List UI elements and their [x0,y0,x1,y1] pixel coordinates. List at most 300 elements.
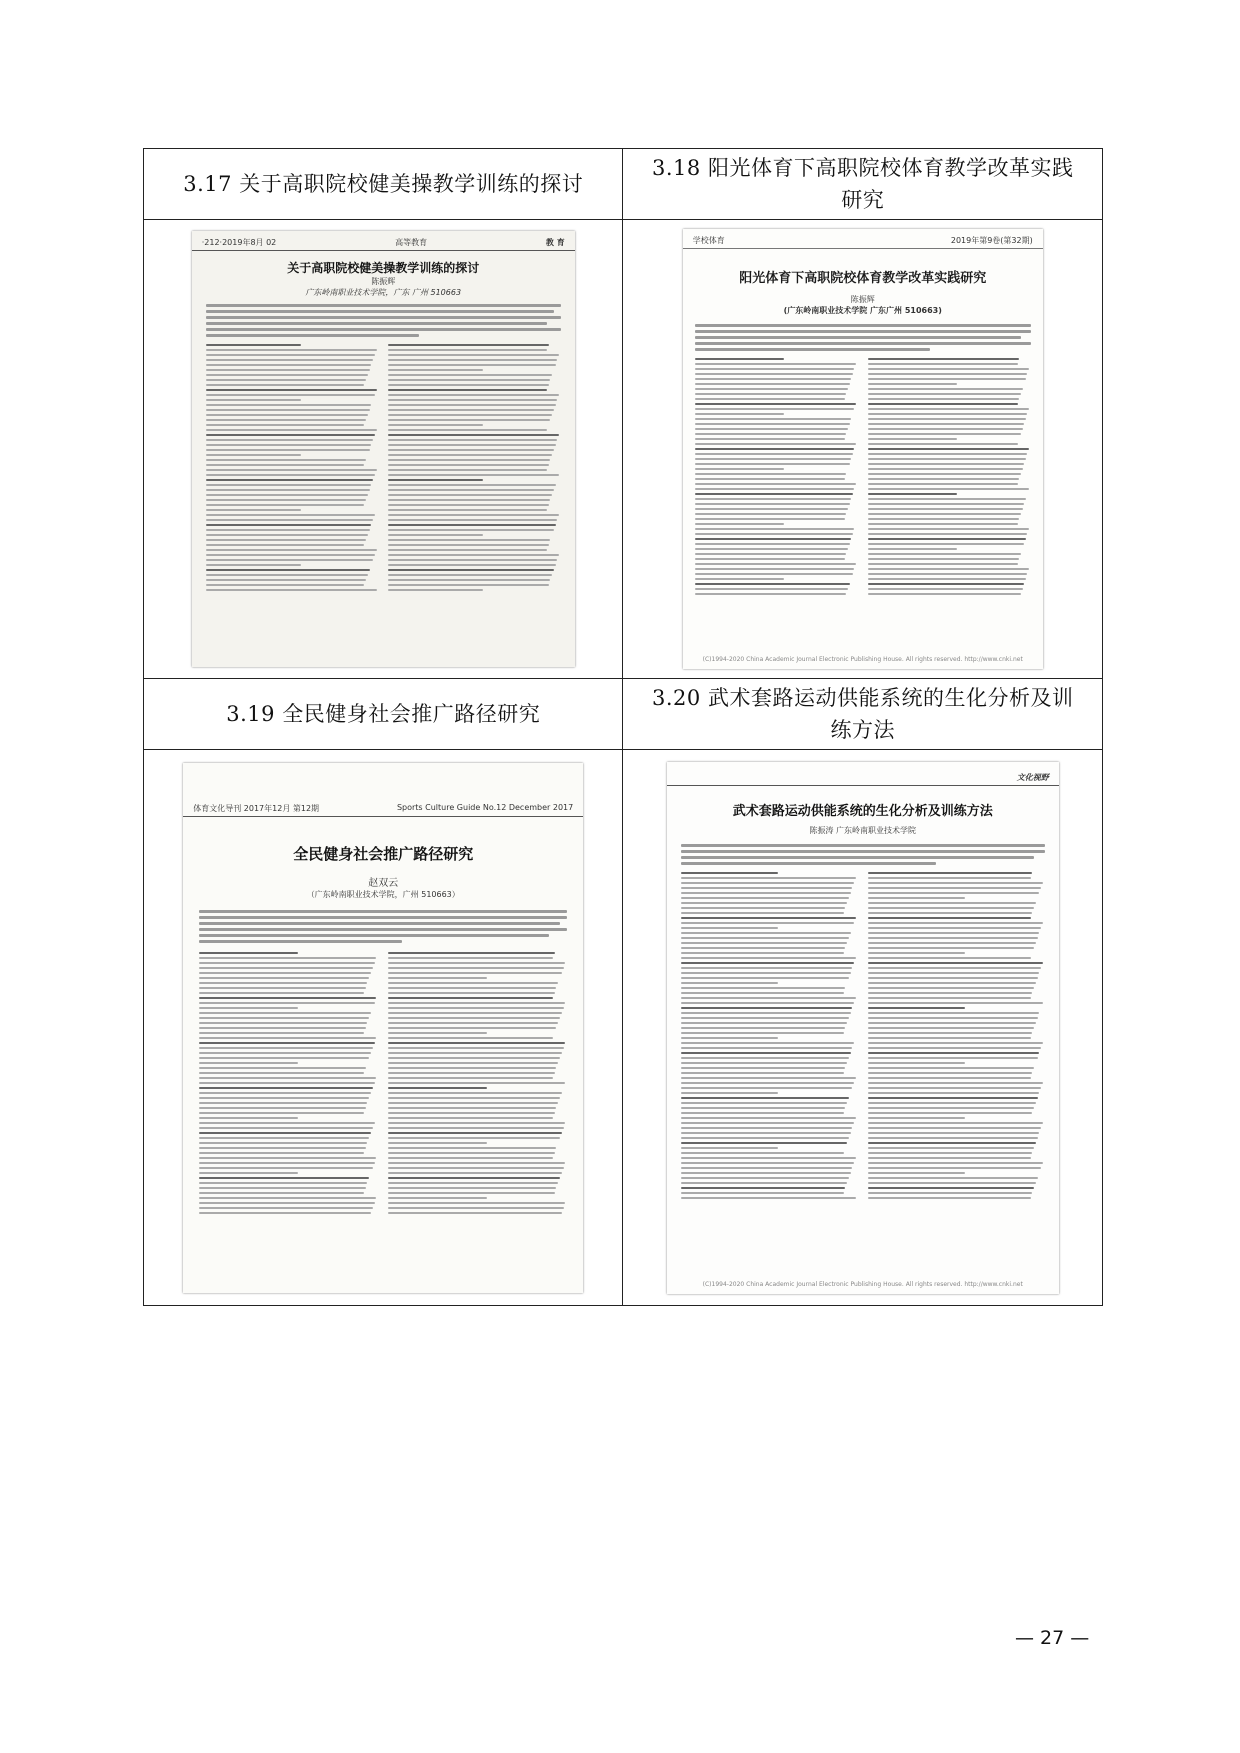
body-text-line [388,1197,486,1199]
body-text-line [388,1002,565,1004]
body-text-line [695,423,850,425]
body-text-line [681,907,846,909]
body-text-line [388,454,552,456]
body-text-line [868,1117,965,1119]
body-text-line [388,962,565,964]
body-text-line [206,519,373,521]
body-text-line [199,1017,369,1019]
body-text-line [868,922,1043,924]
body-text-line [206,359,373,361]
body-text-line [868,578,1026,580]
body-text-line [681,1027,846,1029]
body-text-line [681,1162,854,1164]
body-text-line [388,1022,558,1024]
body-text-line [388,1072,554,1074]
body-text-line [206,589,377,591]
thumbnail-cell-3-18 [623,220,1103,679]
caption-3-19: 3.19 全民健身社会推广路径研究 [144,679,623,750]
caption-3-20: 3.20 武术套路运动供能系统的生化分析及训练方法 [623,679,1103,750]
body-text-line [199,1082,374,1084]
body-text-line [206,444,372,446]
body-text-line [868,932,1040,934]
body-text-line [199,992,364,994]
body-text-line [388,1132,562,1134]
body-text-line [695,533,853,535]
body-text-line [868,952,965,954]
body-text-line [681,1157,856,1159]
body-text-line [695,408,855,410]
body-text-line [388,524,555,526]
body-text-line [695,413,785,415]
body-text-line [695,498,851,500]
body-text-line [388,364,555,366]
body-text-line [868,947,1034,949]
body-text-line [695,393,847,395]
body-text-line [868,463,1024,465]
body-text-line [868,1162,1043,1164]
body-text-line [199,1132,371,1134]
article-scan-3-20: 文化视野 武术套路运动供能系统的生化分析及训练方法 陈振涛 广东岭南职业技术学院 (C)1994-2020 China Academic Journal Electronic Publishing House. All rights reserved. http://www.cnki.net [667,762,1059,1294]
body-text-line [388,424,483,426]
caption-3-18: 3.18 阳光体育下高职院校体育教学改革实践研究 [623,149,1103,220]
body-text-line [388,1142,486,1144]
body-text-line [388,1122,565,1124]
body-text-line [868,478,1020,480]
body-text-line [199,1077,376,1079]
body-text-line [868,1052,1040,1054]
body-text-line [199,1087,373,1089]
body-text-line [868,1102,1036,1104]
body-text-line [199,1202,374,1204]
body-text-line [388,509,547,511]
body-text-line [681,987,846,989]
body-text-line [199,977,369,979]
body-text-line [388,414,552,416]
body-text-line [199,1127,373,1129]
body-text-line [388,1102,558,1104]
body-text-line [388,982,558,984]
body-text-line [199,1037,376,1039]
body-text-line [868,498,1026,500]
body-text-line [199,1177,369,1179]
body-text-line [868,1152,1033,1154]
body-text-line [868,1027,1034,1029]
body-text-line [388,379,550,381]
body-text-line [388,1007,563,1009]
page-footer: (C)1994-2020 China Academic Journal Electronic Publishing House. All rights reserved. http://www.cnki.net [702,1280,1023,1288]
body-text-line [388,444,555,446]
body-text-line [199,1092,371,1094]
body-text-line [388,429,547,431]
body-text-line [681,1192,844,1194]
body-text-line [868,897,965,899]
body-text-line [388,1107,556,1109]
body-text-line [681,977,849,979]
body-text-line [868,473,1021,475]
body-text-line [388,1012,562,1014]
body-text-line [388,419,550,421]
body-text-line [868,1107,1034,1109]
body-text-line [206,479,373,481]
body-text-line [868,1137,1038,1139]
body-text-line [199,1042,374,1044]
body-text-line [868,937,1038,939]
article-title: 武术套路运动供能系统的生化分析及训练方法 [732,803,993,819]
body-text-line [695,573,853,575]
body-text-line [199,1167,373,1169]
body-text-line [199,972,371,974]
article-author: 陈振辉 [850,295,875,304]
body-text-line [388,349,547,351]
body-text-line [695,518,845,520]
body-text-line [695,548,848,550]
body-text-line [388,499,550,501]
body-text-line [388,534,483,536]
body-text-line [388,1092,562,1094]
body-text-line [868,1047,1041,1049]
body-text-line [868,1192,1033,1194]
body-text-line [681,1152,844,1154]
body-text-line [695,578,785,580]
body-text-line [206,559,373,561]
body-text-line [388,967,563,969]
body-text-line [206,554,375,556]
body-text-line [199,1192,364,1194]
body-text-line [388,1202,565,1204]
body-text-line [206,569,370,571]
body-text-line [388,394,559,396]
body-text-line [681,1012,851,1014]
body-text-line [695,503,850,505]
body-text-line [206,374,368,376]
body-text-line [868,1182,1036,1184]
body-text-line [695,358,785,360]
body-text-line [199,1032,364,1034]
body-text-line [388,484,555,486]
body-text-line [868,373,1028,375]
body-text-line [388,574,552,576]
body-text-line [206,469,377,471]
body-text-line [199,1157,376,1159]
body-text-line [388,589,483,591]
body-text-line [695,538,851,540]
body-text-line [695,528,855,530]
body-text-line [695,458,851,460]
body-text-line [206,349,377,351]
body-text-line [199,1107,365,1109]
body-text-line [388,1182,558,1184]
body-text-line [868,1092,1040,1094]
body-text-line [695,523,785,525]
body-text-line [681,1172,851,1174]
body-text-line [199,1047,373,1049]
body-text-line [681,962,854,964]
body-text-line [199,1172,297,1174]
body-text-line [199,1162,374,1164]
body-text-line [681,892,851,894]
body-text-line [681,1072,844,1074]
body-text-line [199,1142,367,1144]
body-text-line [388,479,483,481]
body-text-line [199,1152,364,1154]
body-text-line [199,1207,373,1209]
body-text-line [868,992,1033,994]
body-text-line [695,428,848,430]
body-text-line [388,439,557,441]
body-text-line [695,513,847,515]
body-text-line [388,1157,553,1159]
body-text-line [388,579,550,581]
body-text-line [695,478,845,480]
body-text-line [868,548,958,550]
body-text-line [681,1057,849,1059]
body-text-line [681,947,846,949]
body-text-line [681,1177,849,1179]
body-text-line [695,468,785,470]
body-text-line [388,494,552,496]
body-text-line [206,504,365,506]
body-text-line [206,464,365,466]
body-text-line [388,977,486,979]
body-text-line [388,1207,563,1209]
body-text-line [868,538,1026,540]
body-text-line [868,573,1028,575]
body-text-line [681,882,854,884]
body-text-line [388,549,547,551]
body-text-line [868,418,1026,420]
body-text-line [868,877,1031,879]
body-text-line [868,1172,965,1174]
body-text-line [681,1107,846,1109]
body-text-line [695,388,848,390]
body-text-line [868,1132,1040,1134]
body-text-line [681,1122,854,1124]
body-text-line [868,553,1021,555]
body-text-line [695,373,853,375]
body-text-line [206,429,377,431]
body-text-line [868,523,1018,525]
body-text-line [206,404,372,406]
article-scan-3-17: ·212·2019年8月 02 高等教育 教 育 关于高职院校健美操教学训练的探讨 陈振辉 广东岭南职业技术学院，广东 广州 510663 [192,231,575,667]
body-text-line [388,1187,556,1189]
body-text-line [695,453,853,455]
body-text-line [206,424,365,426]
body-text-line [388,519,557,521]
body-text-line [681,922,854,924]
body-text-line [388,584,548,586]
body-text-line [388,554,559,556]
body-text-line [868,403,1018,405]
body-text-line [695,583,850,585]
body-text-line [388,1097,560,1099]
body-text-line [206,574,368,576]
body-text-line [681,1197,856,1199]
body-text-line [388,1112,554,1114]
body-text-line [388,1192,554,1194]
body-text-line [868,872,1033,874]
body-text-line [681,1007,853,1009]
body-text-line [388,359,557,361]
body-text-line [199,1072,364,1074]
body-text-line [868,378,1026,380]
article-author: 陈振辉 [371,277,396,286]
body-text-line [695,463,850,465]
body-text-line [868,882,1043,884]
body-text-line [868,593,1021,595]
body-text-line [868,982,1036,984]
body-text-line [388,1117,553,1119]
body-text-line [868,1167,1041,1169]
body-text-line [206,529,370,531]
body-text-line [681,1112,844,1114]
body-text-line [206,394,375,396]
body-text-line [681,972,851,974]
body-text-line [206,449,370,451]
body-text-line [695,483,856,485]
body-text-line [206,539,366,541]
body-text-line [681,1167,853,1169]
body-text-line [388,409,554,411]
body-text-line [695,383,850,385]
body-text-line [388,957,553,959]
body-text-line [695,558,845,560]
body-text-line [681,912,844,914]
body-text-line [868,493,958,495]
body-text-line [681,937,849,939]
page-number: — 27 — [1015,1627,1090,1649]
body-text-line [681,1047,853,1049]
body-text-line [388,459,550,461]
article-scan-3-18: 学校体育 2019年第9卷(第32期) 阳光体育下高职院校体育教学改革实践研究 陈振辉 (广东岭南职业技术学院 广东广州 510663) (C)1994-2020 China Academic Journal Electronic Publishing House. All rights reserved. http://www.cnki.net [683,229,1043,669]
body-text-line [681,1082,854,1084]
body-text-line [695,543,850,545]
body-text-line [695,418,851,420]
body-text-line [868,987,1034,989]
body-text-line [681,1022,847,1024]
body-text-line [199,1067,365,1069]
body-text-line [206,564,301,566]
article-affiliation: 广东岭南职业技术学院，广东 广州 510663 [305,288,462,297]
article-title: 全民健身社会推广路径研究 [293,844,474,863]
body-text-line [868,912,1033,914]
body-text-line [681,1037,778,1039]
body-text-line [868,892,1040,894]
body-text-line [199,967,373,969]
body-text-line [388,1052,562,1054]
body-text-line [695,563,856,565]
body-text-line [388,369,483,371]
body-text-line [206,474,375,476]
body-text-line [868,1057,1038,1059]
body-text-line [868,962,1043,964]
body-text-line [199,987,365,989]
article-author: 赵双云 [368,877,399,889]
body-text-line [206,344,301,346]
body-text-line [868,887,1041,889]
body-text-line [868,563,1018,565]
body-text-line [681,1042,854,1044]
body-text-line [868,1042,1043,1044]
body-text-line [199,1057,369,1059]
body-text-line [199,962,374,964]
body-text-line [681,877,856,879]
body-text-line [868,368,1029,370]
body-text-line [206,354,375,356]
body-text-line [868,448,1029,450]
body-text-line [868,1147,1034,1149]
body-text-line [681,942,847,944]
body-text-line [868,443,1018,445]
body-text-line [868,458,1026,460]
body-text-line [681,1077,856,1079]
body-text-line [388,1167,563,1169]
body-text-line [199,1052,371,1054]
body-text-line [695,588,848,590]
body-text-line [681,927,778,929]
body-text-line [868,423,1024,425]
article-title: 阳光体育下高职院校体育教学改革实践研究 [739,271,987,286]
body-text-line [206,544,365,546]
body-text-line [868,528,1029,530]
body-text-line [199,1062,297,1064]
body-text-line [868,1157,1031,1159]
body-text-line [388,564,555,566]
body-text-line [388,992,554,994]
body-text-line [868,1112,1033,1114]
body-text-line [388,434,559,436]
body-text-line [388,469,547,471]
body-text-line [388,1077,553,1079]
body-text-line [695,473,847,475]
article-affiliation: (广东岭南职业技术学院 广东广州 510663) [783,306,942,315]
body-text-line [681,1132,851,1134]
body-text-line [681,992,844,994]
body-text-line [681,1017,849,1019]
body-text-line [388,399,557,401]
body-text-line [199,957,376,959]
body-text-line [868,967,1041,969]
body-text-line [199,1137,369,1139]
body-text-line [868,398,1020,400]
body-text-line [681,917,856,919]
body-text-line [868,927,1041,929]
body-text-line [868,488,1029,490]
article-affiliation: （广东岭南职业技术学院，广州 510663） [306,889,460,899]
body-text-line [868,408,1029,410]
body-text-line [388,1057,560,1059]
body-text-line [868,543,1024,545]
body-text-line [868,907,1034,909]
body-text-line [206,369,370,371]
body-text-line [388,384,548,386]
body-text-line [681,887,853,889]
body-text-line [868,1062,965,1064]
body-text-line [388,529,554,531]
body-text-line [868,1022,1036,1024]
body-text-line [695,488,855,490]
body-text-line [388,1137,560,1139]
body-text-line [868,1012,1040,1014]
body-text-line [199,1122,374,1124]
body-text-line [868,1127,1041,1129]
body-text-line [388,1082,565,1084]
body-text-line [681,1002,854,1004]
body-text-line [695,448,855,450]
body-text-line [681,932,851,934]
body-text-line [206,534,368,536]
body-text-line [868,358,1020,360]
body-text-line [868,533,1028,535]
